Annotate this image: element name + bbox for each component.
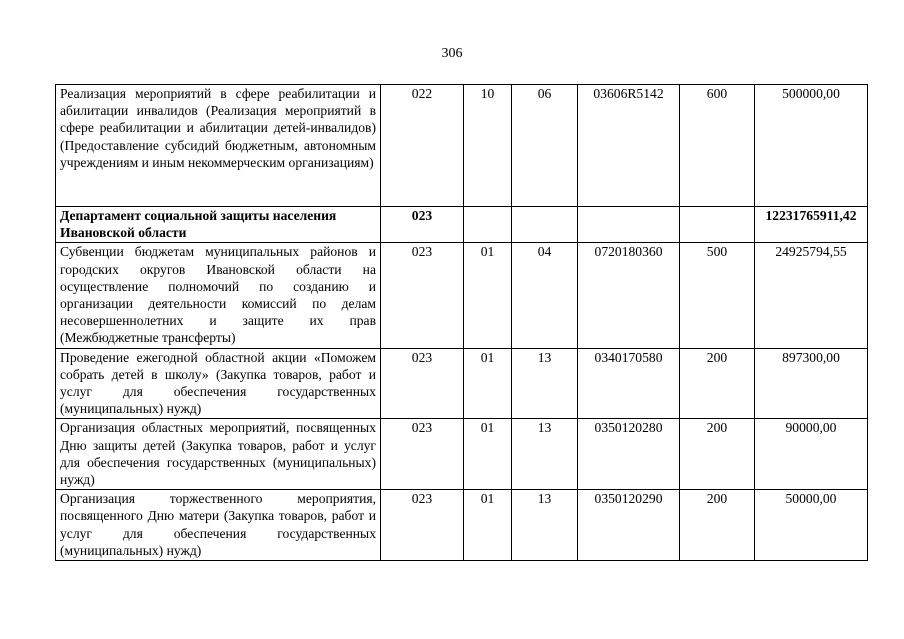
admin-code-cell: 023: [381, 243, 464, 348]
page-number: 306: [441, 46, 463, 61]
admin-code-cell: 022: [381, 85, 464, 207]
amount-cell: 12231765911,42: [755, 207, 868, 243]
amount-cell: 50000,00: [755, 490, 868, 561]
expense-name-cell: Субвенции бюджетам муниципальных районов и городских округов Ивановской области на осуществление полномочий по созданию и организации деятельности комиссий по делам несовершеннолетних и защите их прав (Межбюджетные трансферты): [56, 243, 381, 348]
amount-cell: 24925794,55: [755, 243, 868, 348]
target-article-cell: 0720180360: [578, 243, 680, 348]
target-article-cell: 0350120290: [578, 490, 680, 561]
section-cell: 01: [464, 419, 512, 490]
amount-cell: 897300,00: [755, 348, 868, 419]
expense-type-cell: 200: [680, 348, 755, 419]
admin-code-cell: 023: [381, 348, 464, 419]
amount-cell: 500000,00: [755, 85, 868, 207]
target-article-cell: 0340170580: [578, 348, 680, 419]
expense-name-cell: Проведение ежегодной областной акции «Поможем собрать детей в школу» (Закупка товаров, работ и услуг для обеспечения государственных (муниципальных) нужд): [56, 348, 381, 419]
expense-name-cell: Организация торжественного мероприятия, посвященного Дню матери (Закупка товаров, работ и услуг для обеспечения государственных (муниципальных) нужд): [56, 490, 381, 561]
table-row-department: [56, 207, 868, 243]
expense-type-cell: 200: [680, 419, 755, 490]
table-row: [56, 243, 868, 348]
table-row: [56, 85, 868, 207]
expense-type-cell: [680, 207, 755, 243]
admin-code-cell: 023: [381, 490, 464, 561]
subsection-cell: 13: [512, 490, 578, 561]
amount-cell: 90000,00: [755, 419, 868, 490]
expense-type-cell: 200: [680, 490, 755, 561]
section-cell: 01: [464, 243, 512, 348]
section-cell: 01: [464, 348, 512, 419]
table-row: [56, 490, 868, 561]
table-row: [56, 348, 868, 419]
target-article-cell: [578, 207, 680, 243]
target-article-cell: 0350120280: [578, 419, 680, 490]
subsection-cell: 13: [512, 348, 578, 419]
subsection-cell: 04: [512, 243, 578, 348]
admin-code-cell: 023: [381, 419, 464, 490]
expense-type-cell: 600: [680, 85, 755, 207]
department-name-cell: Департамент социальной защиты населения Ивановской области: [56, 207, 381, 243]
table-row: [56, 419, 868, 490]
subsection-cell: 06: [512, 85, 578, 207]
subsection-cell: 13: [512, 419, 578, 490]
admin-code-cell: 023: [381, 207, 464, 243]
expense-type-cell: 500: [680, 243, 755, 348]
target-article-cell: 03606R5142: [578, 85, 680, 207]
expense-name-cell: Реализация мероприятий в сфере реабилитации и абилитации инвалидов (Реализация мероприятий в сфере реабилитации и абилитации детей-инвалидов) (Предоставление субсидий бюджетным, автономным учреждениям и иным некоммерческим организациям): [56, 85, 381, 207]
expense-name-cell: Организация областных мероприятий, посвященных Дню защиты детей (Закупка товаров, работ и услуг для обеспечения государственных (муниципальных) нужд): [56, 419, 381, 490]
section-cell: 10: [464, 85, 512, 207]
section-cell: 01: [464, 490, 512, 561]
section-cell: [464, 207, 512, 243]
budget-table: [55, 84, 868, 561]
subsection-cell: [512, 207, 578, 243]
